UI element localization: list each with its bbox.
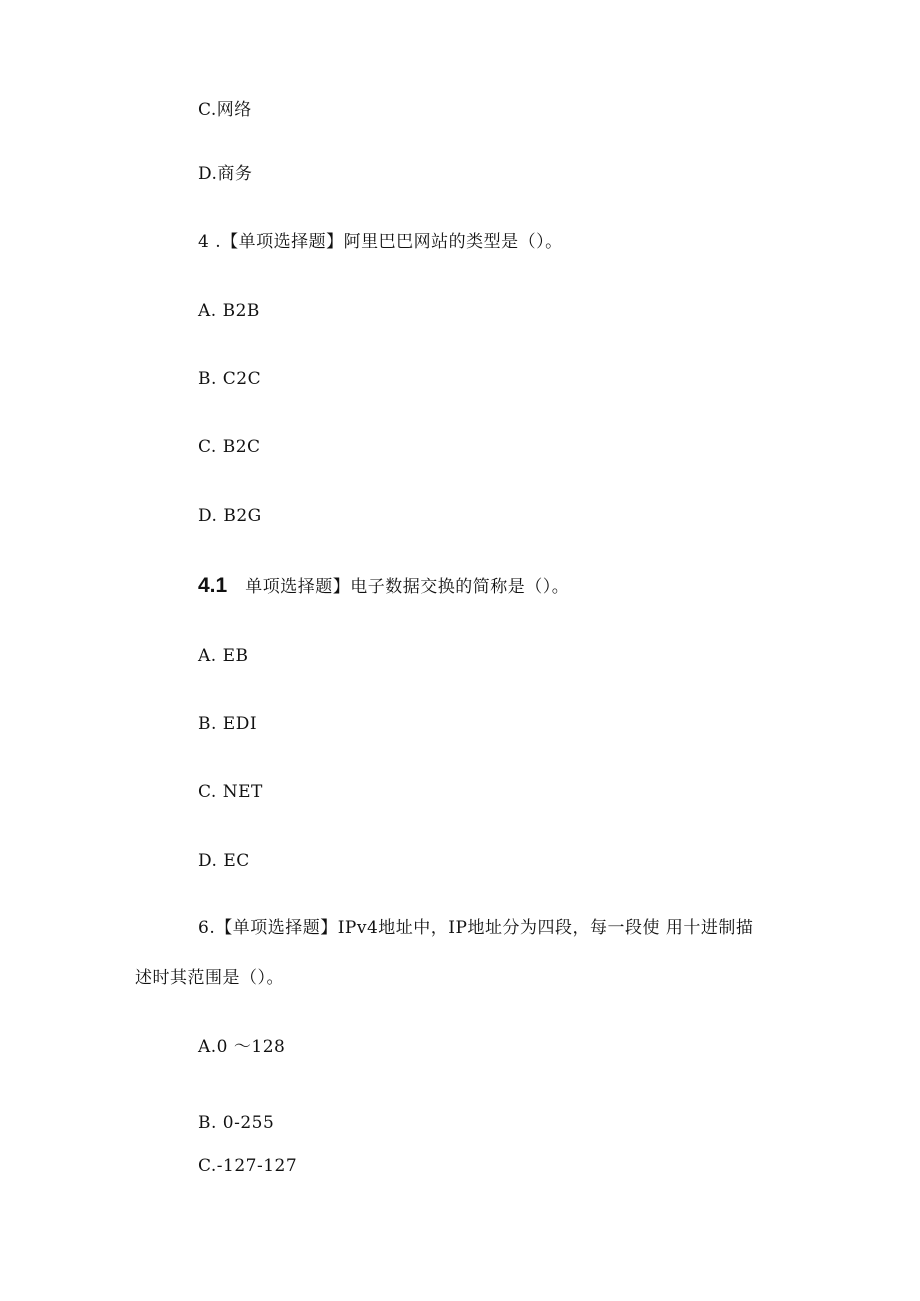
- q3-option-c: C.网络: [198, 100, 252, 120]
- q5-number: 4.1: [198, 574, 228, 597]
- q4-option-b: B. C2C: [198, 369, 262, 389]
- q5-option-c: C. NET: [198, 782, 263, 802]
- q4-stem: 4 .【单项选择题】阿里巴巴网站的类型是（）。: [198, 232, 563, 252]
- q4-option-a: A. B2B: [198, 301, 260, 321]
- q5-stem: 单项选择题】电子数据交换的简称是（）。: [245, 577, 570, 597]
- q6-option-b: B. 0-255: [198, 1113, 275, 1133]
- q3-option-d: D.商务: [198, 164, 253, 184]
- q4-option-d: D. B2G: [198, 506, 262, 526]
- q5-option-a: A. EB: [198, 646, 249, 666]
- q6-option-a: A.0 ～128: [198, 1037, 286, 1057]
- q5-stem-line: [198, 575, 569, 598]
- q6-option-c: C.-127-127: [198, 1156, 298, 1176]
- q5-option-d: D. EC: [198, 851, 250, 871]
- q4-option-c: C. B2C: [198, 437, 261, 457]
- q6-stem-line2: 述时其范围是（）。: [135, 968, 284, 988]
- q5-option-b: B. EDI: [198, 714, 258, 734]
- q6-stem-line1: 6.【单项选择题】IPv4地址中，IP地址分为四段，每一段使 用十进制描: [198, 918, 754, 938]
